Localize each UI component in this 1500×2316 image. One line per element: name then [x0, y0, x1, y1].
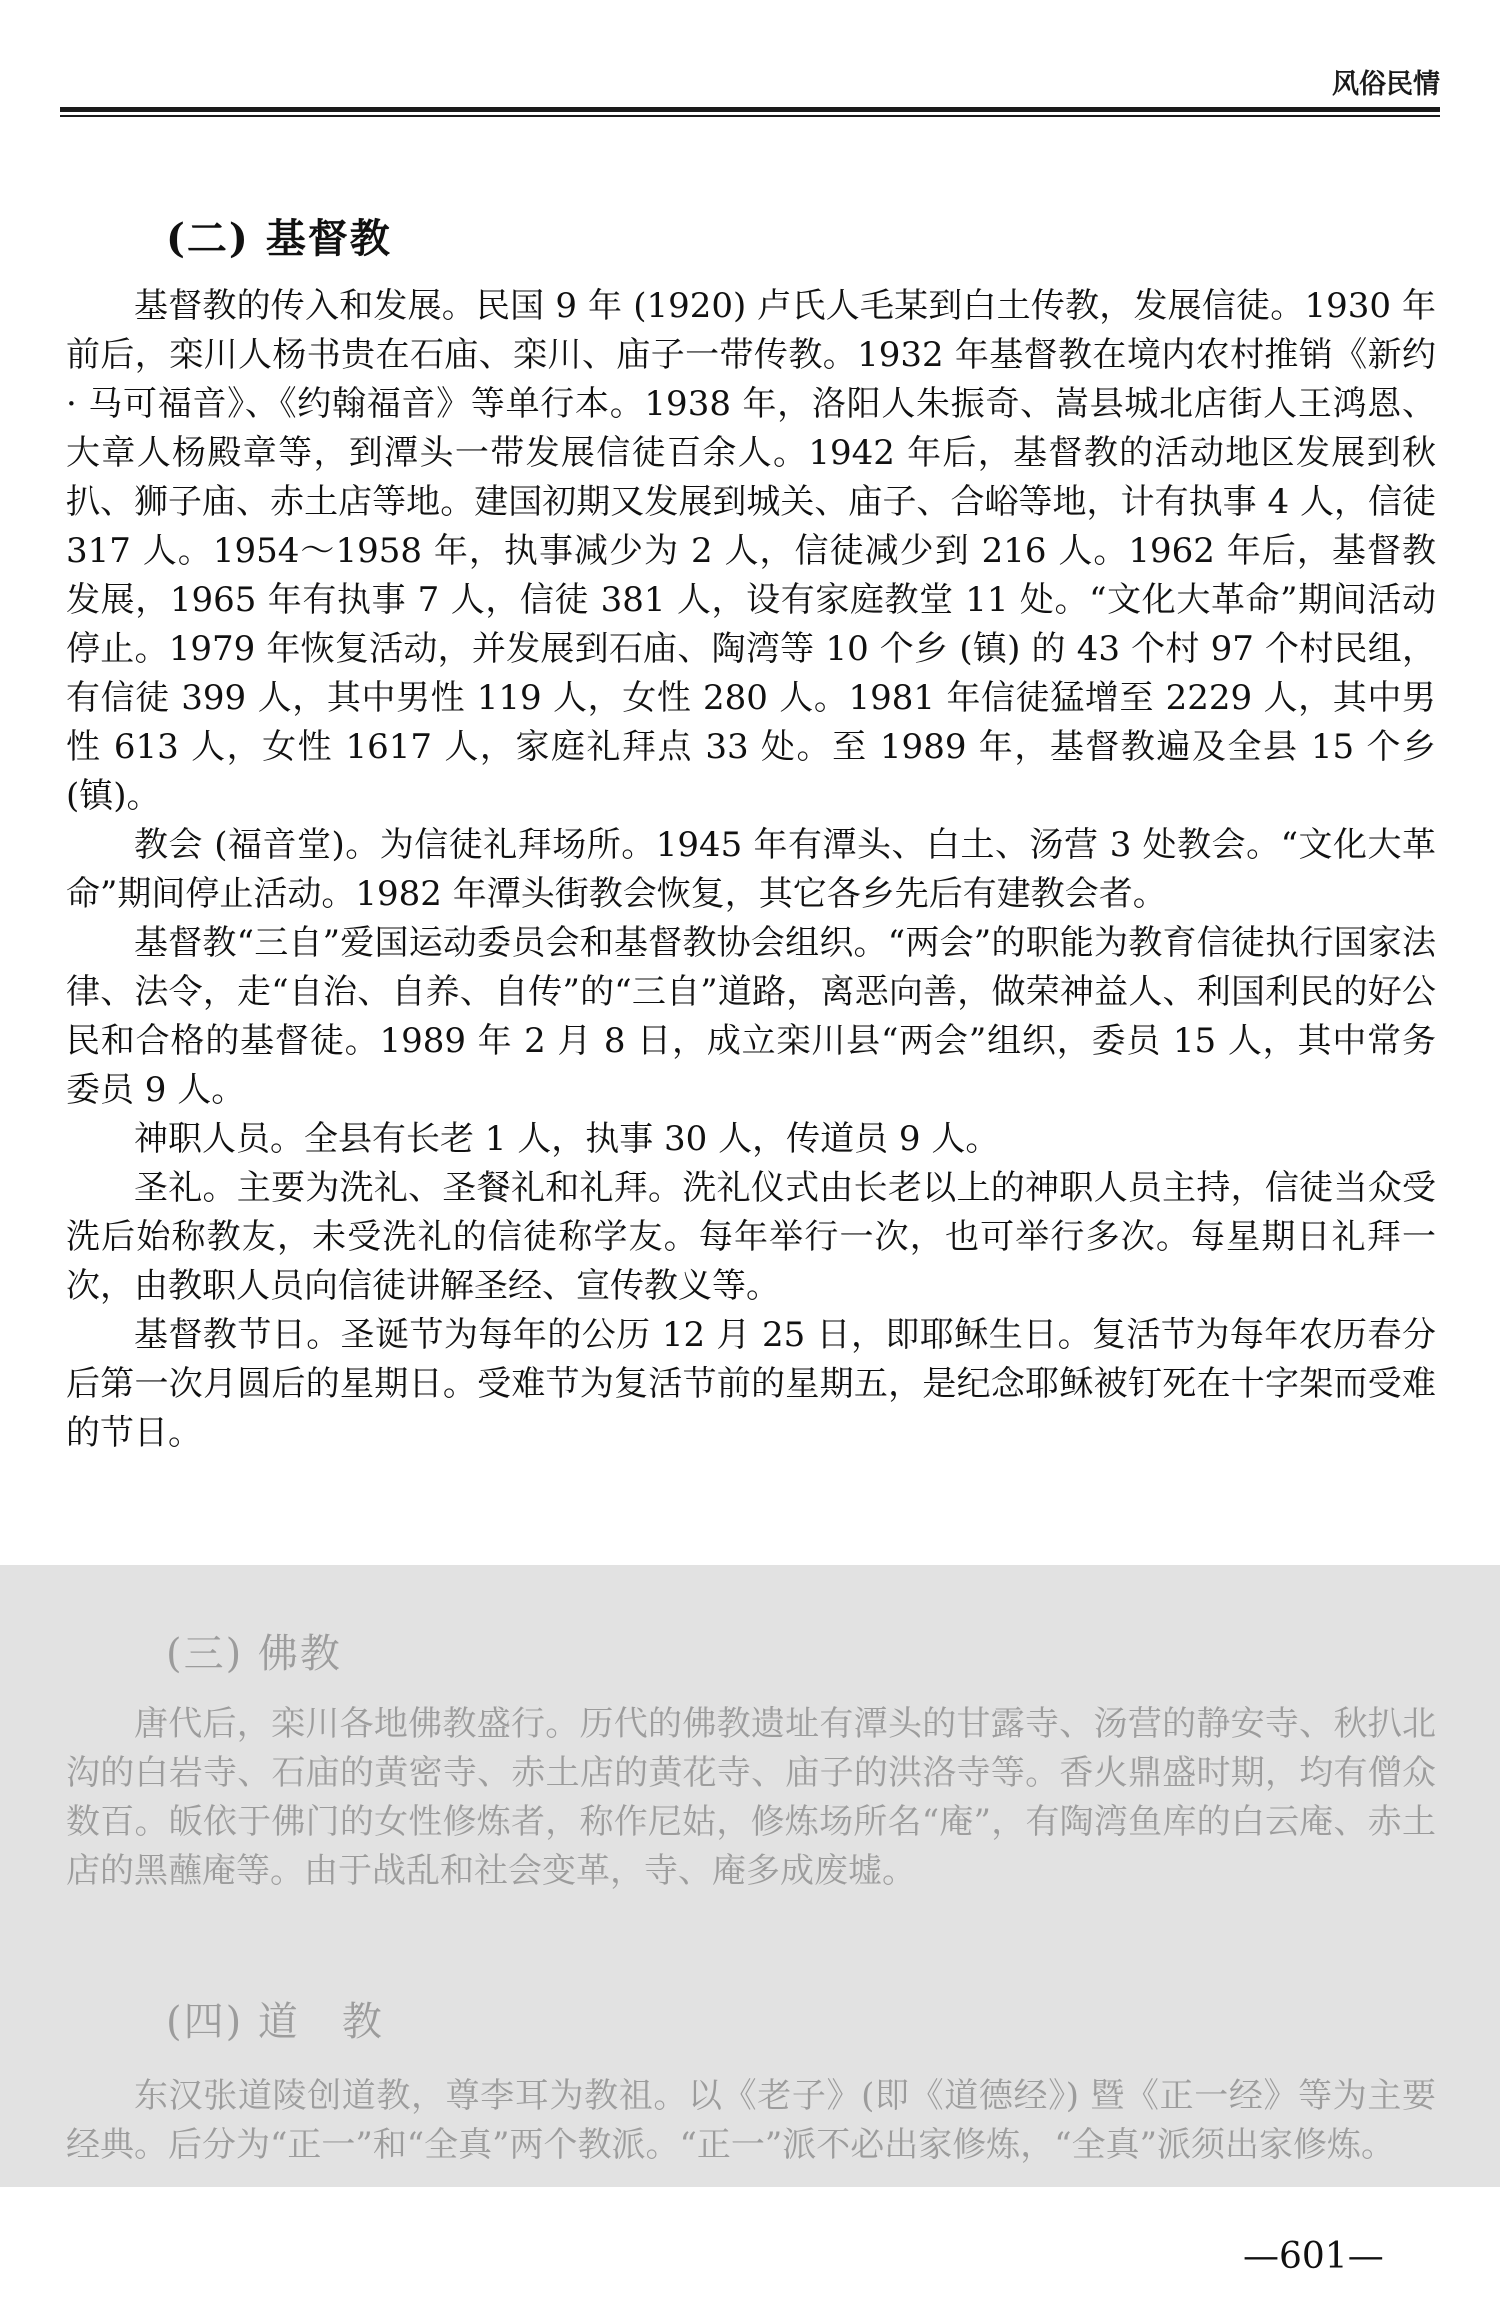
paragraph: 教会 (福音堂)。为信徒礼拜场所。1945 年有潭头、白土、汤营 3 处教会。“文化大革命”期间停止活动。1982 年潭头街教会恢复，其它各乡先后有建教会者。 — [66, 825, 1436, 914]
header-rule-thick — [60, 107, 1440, 112]
section-title-christianity: (二) 基督教 — [166, 215, 392, 262]
section-body-taoism — [66, 2072, 1436, 2170]
paragraph: 圣礼。主要为洗礼、圣餐礼和礼拜。洗礼仪式由长老以上的神职人员主持，信徒当众受洗后始称教友，未受洗礼的信徒称学友。每年举行一次，也可举行多次。每星期日礼拜一次，由教职人员向信徒讲解圣经、宣传教义等。 — [66, 1168, 1436, 1306]
paragraph: 基督教节日。圣诞节为每年的公历 12 月 25 日，即耶稣生日。复活节为每年农历春分后第一次月圆后的星期日。受难节为复活节前的星期五，是纪念耶稣被钉死在十字架而受难的节日。 — [66, 1315, 1436, 1453]
running-header: 风俗民情 — [1332, 69, 1440, 100]
paragraph: 基督教的传入和发展。民国 9 年 (1920) 卢氏人毛某到白土传教，发展信徒。1930 年前后，栾川人杨书贵在石庙、栾川、庙子一带传教。1932 年基督教在境内农村推销《新约 · 马可福音》、《约翰福音》等单行本。1938 年，洛阳人朱振奇、嵩县城北店街人王鸿恩、大章人杨殿章等，到潭头一带发展信徒百余人。1942 年后，基督教的活动地区发展到秋扒、狮子庙、赤土店等地。建国初期又发展到城关、庙子、合峪等地，计有执事 4 人，信徒 317 人。1954～1958 年，执事减少为 2 人，信徒减少到 216 人。1962 年后，基督教发展，1965 年有执事 7 人，信徒 381 人，设有家庭教堂 11 处。“文化大革命”期间活动停止。1979 年恢复活动，并发展到石庙、陶湾等 10 个乡 (镇) 的 43 个村 97 个村民组，有信徒 399 人，其中男性 119 人，女性 280 人。1981 年信徒猛增至 2229 人，其中男性 613 人，女性 1617 人，家庭礼拜点 33 处。至 1989 年，基督教遍及全县 15 个乡 (镇)。 — [66, 286, 1436, 816]
page-number: —601— — [1243, 2236, 1384, 2277]
paragraph: 基督教“三自”爱国运动委员会和基督教协会组织。“两会”的职能为教育信徒执行国家法律、法令，走“自治、自养、自传”的“三自”道路，离恶向善，做荣神益人、利国利民的好公民和合格的基督徒。1989 年 2 月 8 日，成立栾川县“两会”组织，委员 15 人，其中常务委员 9 人。 — [66, 923, 1436, 1110]
paragraph: 东汉张道陵创道教，尊李耳为教祖。以《老子》(即《道德经》) 暨《正一经》等为主要经典。后分为“正一”和“全真”两个教派。“正一”派不必出家修炼，“全真”派须出家修炼。 — [66, 2076, 1436, 2165]
section-body-christianity — [66, 282, 1436, 1458]
section-title-buddhism: (三) 佛教 — [166, 1631, 342, 1677]
section-title-taoism: (四) 道 教 — [166, 1999, 384, 2045]
paragraph: 唐代后，栾川各地佛教盛行。历代的佛教遗址有潭头的甘露寺、汤营的静安寺、秋扒北沟的白岩寺、石庙的黄密寺、赤土店的黄花寺、庙子的洪洛寺等。香火鼎盛时期，均有僧众数百。皈依于佛门的女性修炼者，称作尼姑，修炼场所名“庵”，有陶湾鱼库的白云庵、赤土店的黑蘸庵等。由于战乱和社会变革，寺、庵多成废墟。 — [66, 1704, 1436, 1891]
section-body-buddhism — [66, 1700, 1436, 1896]
paragraph: 神职人员。全县有长老 1 人，执事 30 人，传道员 9 人。 — [134, 1119, 1000, 1159]
header-rule-thin — [60, 115, 1440, 117]
